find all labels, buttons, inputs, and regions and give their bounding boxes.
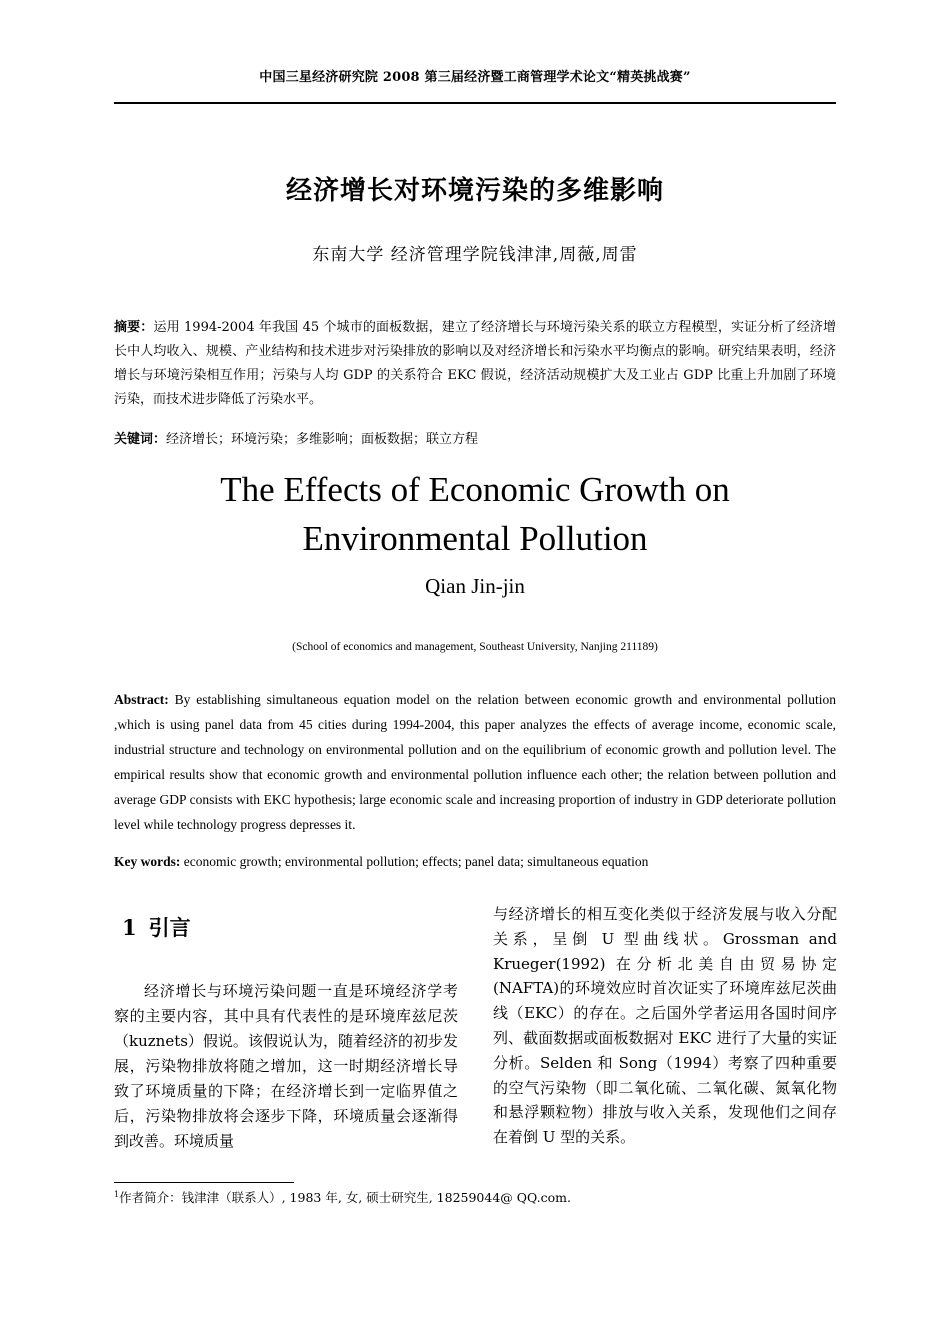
chinese-authors: 东南大学 经济管理学院钱津津,周薇,周雷 <box>312 245 638 265</box>
english-keywords-text: economic growth; environmental pollution; effects; panel data; simultaneous equation <box>180 854 649 869</box>
chinese-abstract <box>114 316 836 412</box>
english-abstract-label: Abstract: <box>114 692 169 707</box>
english-abstract-text: By establishing simultaneous equation model on the relation between economic growth and environmental pollution ,which is using panel data from 45 cities during 1994-2004, this paper analyzes the effects of average income, economic scale, industrial structure and technology on environmental pollution and on the equilibrium of economic growth and pollution level. The empirical results show that economic growth and environmental pollution influence each other; the relation between pollution and average GDP consists with EKC hypothesis; large economic scale and increasing proportion of industry in GDP deteriorate pollution level while technology progress depresses it. <box>114 692 836 832</box>
chinese-keywords-text: 经济增长；环境污染；多维影响；面板数据；联立方程 <box>166 432 479 447</box>
footnote-rule <box>114 1182 294 1183</box>
footnote-text: 作者简介：钱津津（联系人）, 1983 年, 女, 硕士研究生, 18259044@ QQ.com. <box>119 1190 571 1205</box>
body-paragraph-left: 经济增长与环境污染问题一直是环境经济学考察的主要内容，其中具有代表性的是环境库兹尼茨（kuznets）假说。该假说认为，随着经济的初步发展，污染物排放将随之增加，这一时期经济增长导致了环境质量的下降；在经济增长到一定临界值之后，污染物排放将会逐步下降，环境质量会逐渐得到改善。环境质量 <box>114 982 458 1150</box>
footnote-mark: 1 <box>114 1189 120 1199</box>
footnote <box>114 1188 836 1206</box>
english-title-line-2: Environmental Pollution <box>302 519 648 558</box>
body-paragraph-right: 与经济增长的相互变化类似于经济发展与收入分配关系，呈倒 U 型曲线状。Grossman and Krueger(1992) 在分析北美自由贸易协定(NAFTA)的环境效应时首次证实了环境库兹尼茨曲线（EKC）的存在。之后国外学者运用各国时间序列、截面数据或面板数据对 EKC 进行了大量的实证分析。Selden 和 Song（1994）考察了四种重要的空气污染物（即二氧化硫、二氧化碳、氮氧化物和悬浮颗粒物）排放与收入关系，发现他们之间存在着倒 U 型的关系。 <box>493 905 837 1147</box>
header-rule <box>114 102 836 104</box>
english-author: Qian Jin-jin <box>425 574 525 598</box>
chinese-keywords-label: 关键词： <box>114 432 167 447</box>
chinese-keywords <box>114 429 836 451</box>
english-title-line-1: The Effects of Economic Growth on <box>220 470 730 509</box>
chinese-abstract-text: 运用 1994-2004 年我国 45 个城市的面板数据，建立了经济增长与环境污染关系的联立方程模型，实证分析了经济增长中人均收入、规模、产业结构和技术进步对污染排放的影响以及对经济增长和污染水平均衡点的影响。研究结果表明，经济增长与环境污染相互作用；污染与人均 GDP 的关系符合 EKC 假说，经济活动规模扩大及工业占 GDP 比重上升加剧了环境污染，而技术进步降低了污染水平。 <box>114 320 836 407</box>
section-title: 引言 <box>148 915 191 940</box>
english-abstract <box>114 687 836 837</box>
section-heading <box>122 912 191 942</box>
running-header: 中国三星经济研究院 2008 第三届经济暨工商管理学术论文“精英挑战赛” <box>259 70 691 85</box>
affiliation: (School of economics and management, Southeast University, Nanjing 211189) <box>292 641 658 653</box>
section-number: 1 <box>122 915 137 940</box>
chinese-abstract-label: 摘要： <box>114 320 154 335</box>
english-keywords-label: Key words: <box>114 854 181 869</box>
english-title <box>114 465 836 563</box>
english-keywords <box>114 851 836 873</box>
left-column <box>114 979 458 1154</box>
chinese-title: 经济增长对环境污染的多维影响 <box>285 176 664 206</box>
right-column <box>493 902 837 1150</box>
